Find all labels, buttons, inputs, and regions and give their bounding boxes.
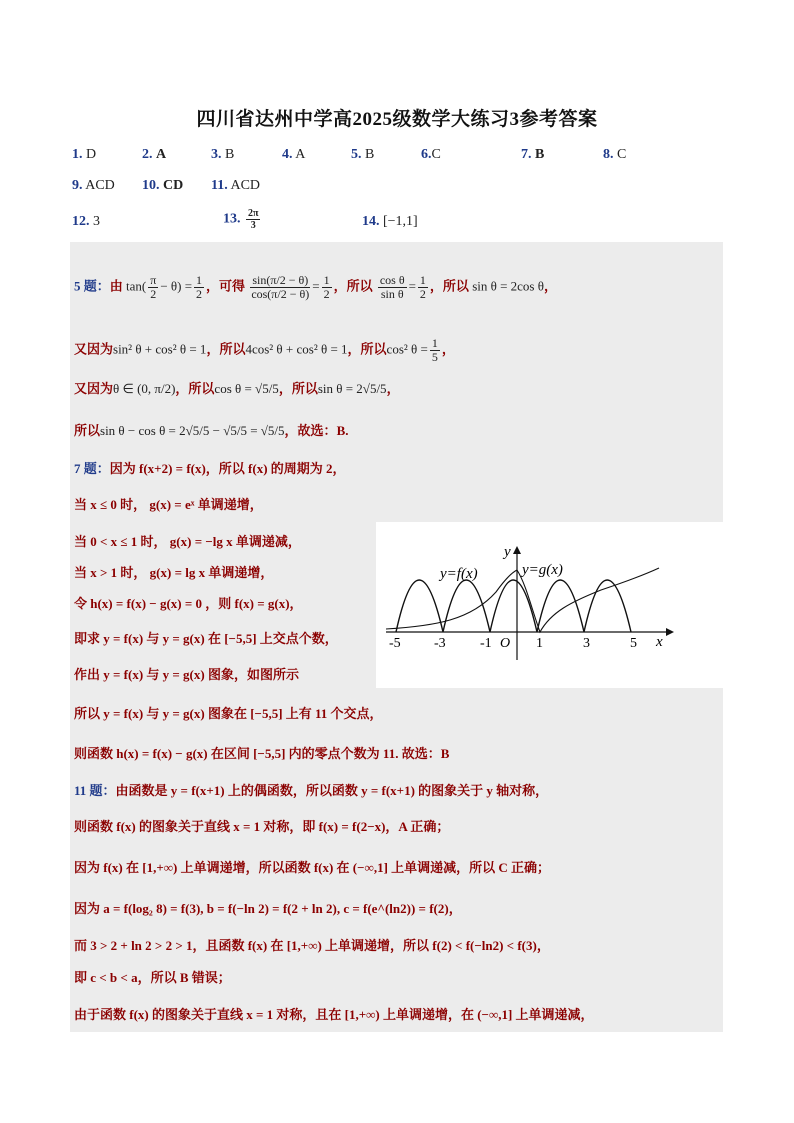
- answer-item: 1. D: [72, 147, 97, 162]
- q7-line-7: 作出 y = f(x) 与 y = g(x) 图象，如图所示: [74, 667, 299, 682]
- page-title: 四川省达州中学高2025级数学大练习3参考答案: [196, 109, 598, 130]
- function-graph: [376, 522, 723, 688]
- q11-line-5: 而 3 > 2 + ln 2 > 2 > 1，且函数 f(x) 在 [1,+∞) 上单调递增，所以 f(2) < f(−ln2) < f(3)，: [74, 938, 550, 953]
- x-axis-label: x: [656, 634, 663, 650]
- q11-line-1: 11 题：由函数是 y = f(x+1) 上的偶函数，所以函数 y = f(x+1) 的图象关于 y 轴对称，: [74, 783, 549, 798]
- answer-item: 11. ACD: [211, 178, 261, 193]
- f-label: y=f(x): [440, 566, 478, 582]
- tick-label: -5: [389, 636, 401, 651]
- q5-line-4: 所以sin θ − cos θ = 2√5/5 − √5/5 = √5/5，故选：B.: [74, 423, 349, 438]
- x-axis-arrow: [666, 628, 674, 636]
- answer-item: 3. B: [211, 147, 235, 162]
- answer-item: 12. 3: [72, 214, 100, 229]
- q7-line-4: 当 x > 1 时， g(x) = lg x 单调递增，: [74, 565, 274, 580]
- q7-line-9: 则函数 h(x) = f(x) − g(x) 在区间 [−5,5] 内的零点个数为 11. 故选：B: [74, 746, 450, 761]
- answer-item: 6.C: [421, 147, 441, 162]
- q11-line-2: 则函数 f(x) 的图象关于直线 x = 1 对称，即 f(x) = f(2−x)，A 正确；: [74, 819, 450, 834]
- q7-line-2: 当 x ≤ 0 时， g(x) = eˣ 单调递增，: [74, 497, 263, 512]
- q11-line-6: 即 c < b < a，所以 B 错误；: [74, 970, 231, 985]
- y-axis-arrow: [513, 546, 521, 554]
- answer-item: 10. CD: [142, 178, 184, 193]
- q7-line-5: 令 h(x) = f(x) − g(x) = 0 ，则 f(x) = g(x)，: [74, 596, 303, 611]
- answer-item: 13. $\frac{2\pi}{3}$: [223, 208, 259, 231]
- y-axis-label: y: [504, 544, 511, 560]
- tick-label: -3: [434, 636, 446, 651]
- answer-item: 14. [−1,1]: [362, 214, 418, 229]
- tick-label: 3: [583, 636, 590, 651]
- q5-line-1: 5 题：由 tan( $\frac{\pi}{2}$ − θ) = $\frac{1}{2}$ ，可得 $\frac{\sin(\pi/2 - \theta)}{\cos(\pi/2 - \theta)}$ = $\frac{1}{2}$ ，所以 $\frac{\text{cos θ}}{\text{sin θ}}$ = $\frac{1}{2}$ ，所以 sin θ = 2cos θ，: [74, 273, 557, 301]
- q11-line-3: 因为 f(x) 在 [1,+∞) 上单调递增，所以函数 f(x) 在 (−∞,1] 上单调递减，所以 C 正确；: [74, 860, 551, 875]
- q7-line-8: 所以 y = f(x) 与 y = g(x) 图象在 [−5,5] 上有 11 个交点，: [74, 706, 383, 721]
- origin-label: O: [500, 636, 511, 651]
- tick-label: 5: [630, 636, 637, 651]
- question-label: 11 题：: [74, 783, 116, 798]
- answer-item: 2. A: [142, 147, 167, 162]
- answer-item: 7. B: [521, 147, 545, 162]
- q5-line-3: 又因为θ ∈ (0, π/2)，所以cos θ = √5/5，所以sin θ = 2√5/5，: [74, 381, 400, 396]
- answer-item: 4. A: [282, 147, 306, 162]
- fraction: $\frac{2\pi}{3}$: [248, 208, 259, 231]
- answer-item: 5. B: [351, 147, 375, 162]
- q11-line-4: 因为 a = f(log₂ 8) = f(3), b = f(−ln 2) = f(2 + ln 2), c = f(e^(ln2)) = f(2)，: [74, 901, 462, 916]
- answer-item: 9. ACD: [72, 178, 115, 193]
- g-label: y=g(x): [522, 562, 563, 578]
- q7-line-6: 即求 y = f(x) 与 y = g(x) 在 [−5,5] 上交点个数，: [74, 631, 338, 646]
- graph-svg: [376, 522, 723, 688]
- question-label: 7 题：: [74, 461, 110, 476]
- tick-label: 1: [536, 636, 543, 651]
- answer-item: 8. C: [603, 147, 627, 162]
- q7-line-3: 当 0 < x ≤ 1 时， g(x) = −lg x 单调递减，: [74, 534, 301, 549]
- q5-line-2: 又因为sin² θ + cos² θ = 1，所以4cos² θ + cos² θ = 1，所以cos² θ = $\frac{1}{5}$ ，: [74, 336, 455, 364]
- q11-line-7: 由于函数 f(x) 的图象关于直线 x = 1 对称，且在 [1,+∞) 上单调递增，在 (−∞,1] 上单调递减，: [74, 1007, 594, 1022]
- tick-label: -1: [480, 636, 492, 651]
- q7-line-1: 7 题：因为 f(x+2) = f(x)，所以 f(x) 的周期为 2，: [74, 461, 346, 476]
